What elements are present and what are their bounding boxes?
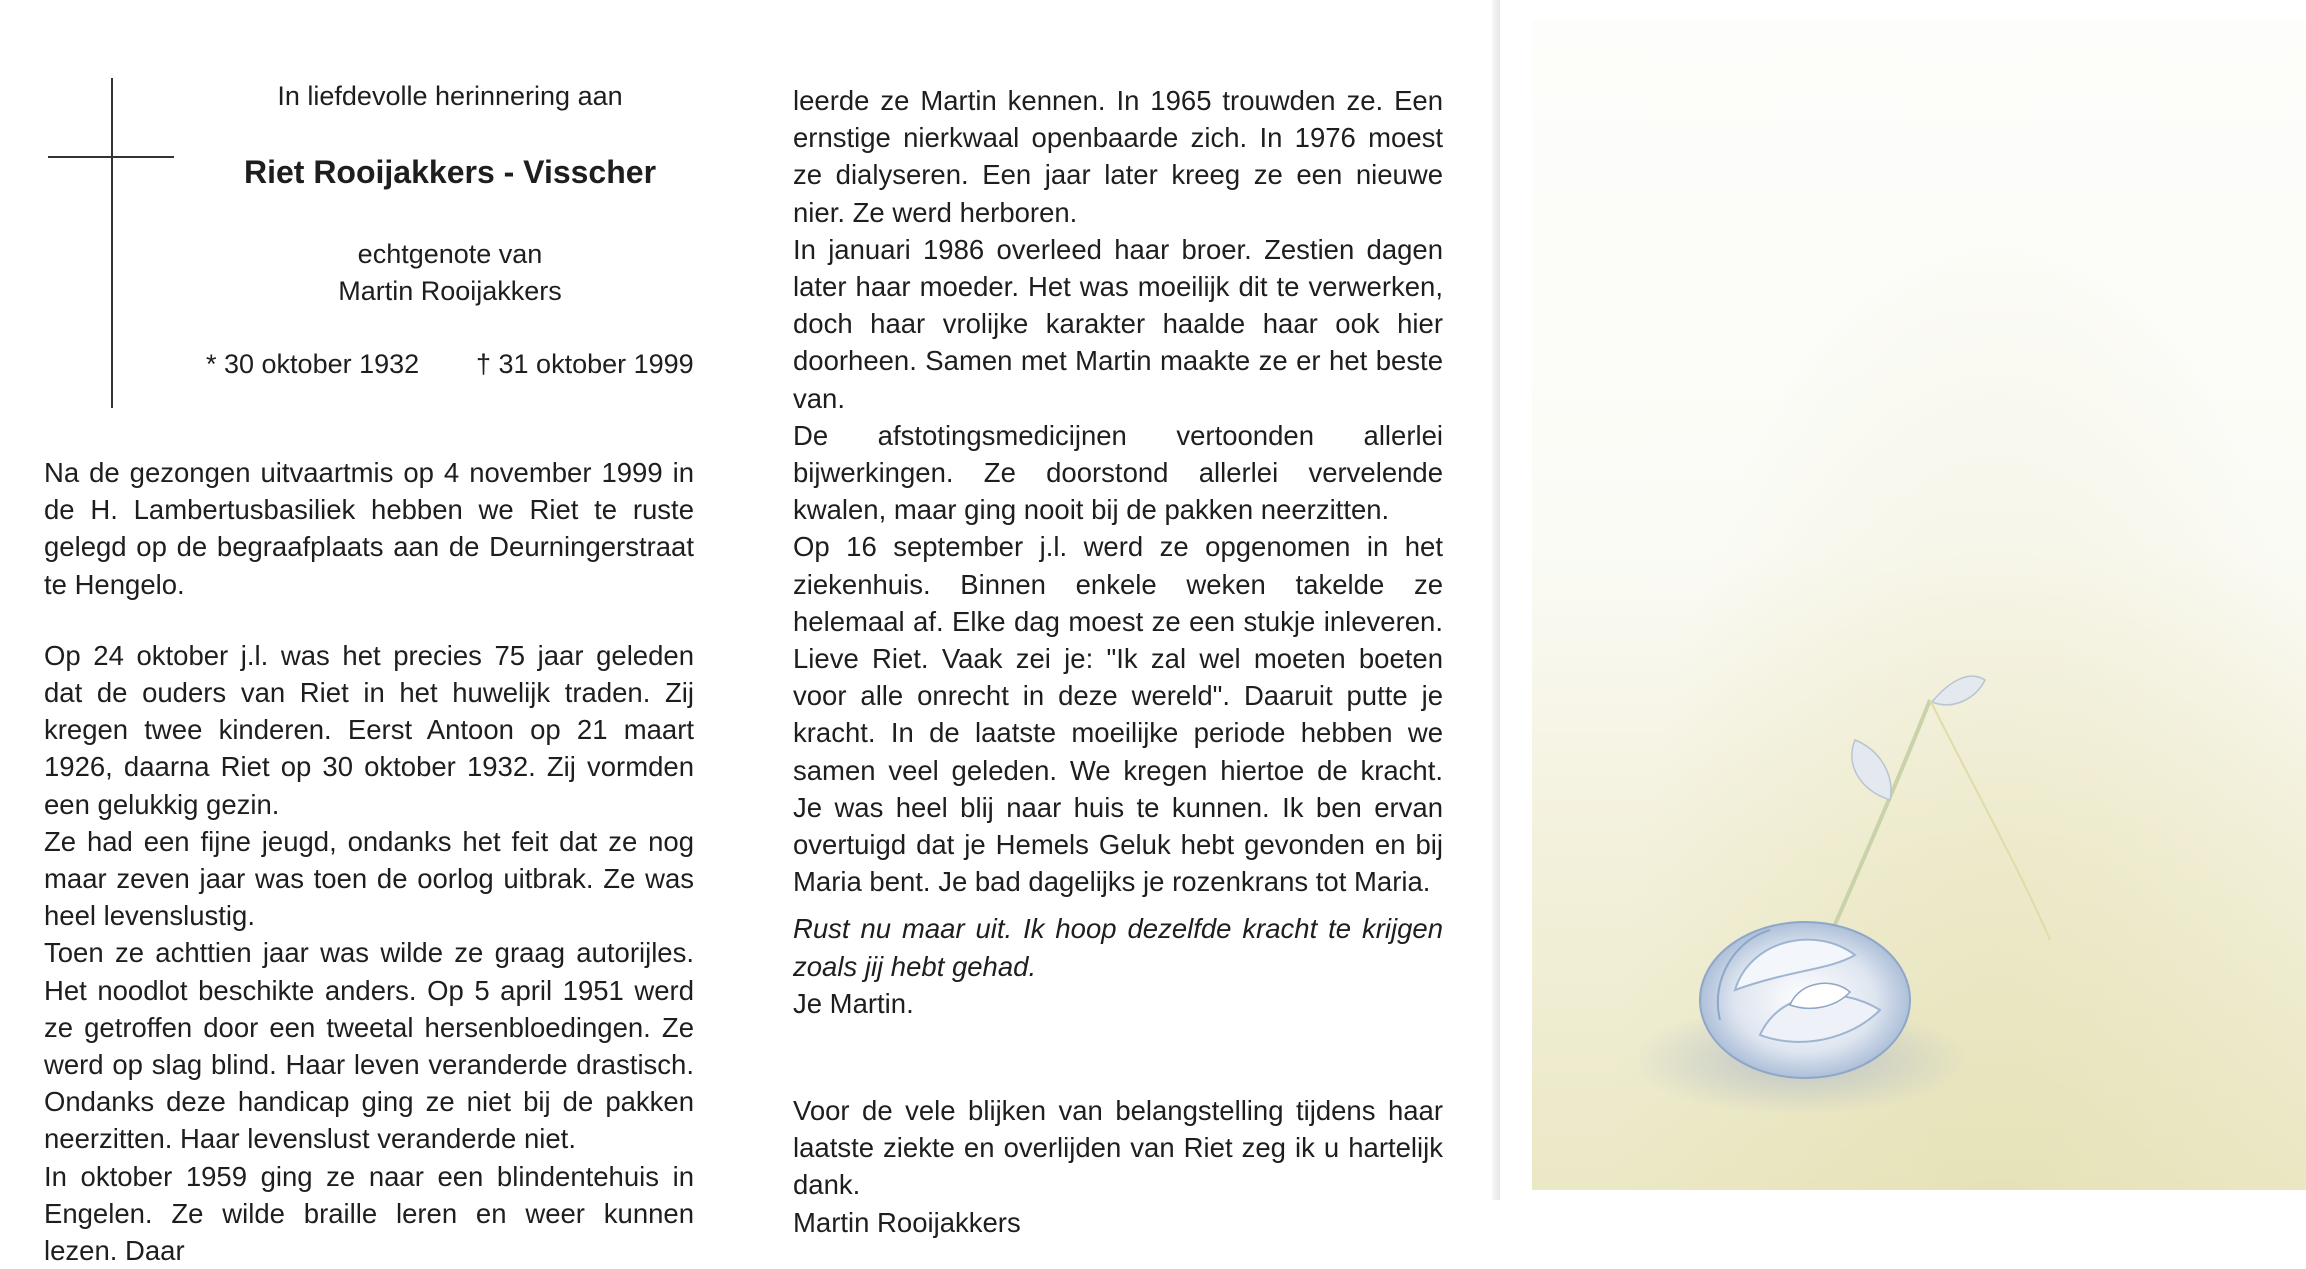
left-text-column [44,454,694,1269]
paragraph-parents: Op 24 oktober j.l. was het precies 75 jaar geleden dat de ouders van Riet in het huwelijk traden. Zij kregen twee kinderen. Eerst Antoon op 21 maart 1926, daarna Riet op 30 oktober 1932. Zij vormden een gelukkig gezin. [44,639,694,820]
rose-illustration [1640,640,2060,1120]
middle-text-column [793,82,1443,1241]
thanks-text: Voor de vele blijken van belangstelling tijdens haar laatste ziekte en overlijden van Riet zeg ik u hartelijk dank. [793,1095,1443,1201]
rose-bloom [1700,922,1910,1078]
spouse-name: Martin Rooijakkers [338,276,562,306]
intro-line: In liefdevolle herinnering aan [277,81,623,111]
deceased-name: Riet Rooijakkers - Visscher [243,154,657,190]
paragraph-marriage: leerde ze Martin kennen. In 1965 trouwden ze. Een ernstige nierkwaal openbaarde zich. In 1976 moest ze dialyseren. Een jaar later kreeg ze een nieuwe nier. Ze werd herboren. [793,85,1443,228]
spouse-label: echtgenote van [357,239,543,269]
cross-horizontal-bar [48,156,174,158]
paragraph-loss: In januari 1986 overleed haar broer. Zestien dagen later haar moeder. Het was moeilijk dit te verwerken, doch haar vrolijke karakter haalde haar ook hier doorheen. Samen met Martin maakte ze er het beste van. [793,233,1443,414]
paragraph-medication: De afstotingsmedicijnen vertoonden allerlei bijwerkingen. Ze doorstond allerlei vervelende kwalen, maar ging nooit bij de pakken neerzitten. [793,419,1443,526]
death-date: † 31 oktober 1999 [476,349,694,379]
paragraph-hospital: Op 16 september j.l. werd ze opgenomen in het ziekenhuis. Binnen enkele weken takelde ze helemaal af. Elke dag moest ze een stukje inleveren. Lieve Riet. Vaak zei je: "Ik zal wel moeten boeten voor alle onrecht in deze wereld". Daaruit putte je kracht. In de laatste moeilijke periode hebben we samen veel geleden. We kregen hiertoe de kracht. Je was heel blij naar huis te kunnen. Ik ben ervan overtuigd dat je Hemels Geluk hebt gevonden en bij Maria bent. Je bad dagelijks je rozenkrans tot Maria. [793,531,1443,898]
paragraph-youth: Ze had een fijne jeugd, ondanks het feit dat ze nog maar zeven jaar was toen de oorlog uitbrak. Ze was heel levenslustig. [44,825,694,932]
paragraph-burial: Na de gezongen uitvaartmis op 4 november 1999 in de H. Lambertusbasiliek hebben we Riet te ruste gelegd op de begraafplaats aan de Deurningerstraat te Hengelo. [44,457,694,600]
rose-leaf-right [1932,676,1985,705]
paragraph-blindness: Toen ze achttien jaar was wilde ze graag autorijles. Het noodlot beschikte anders. Op 5 april 1951 werd ze getroffen door een tweetal hersenbloedingen. Ze werd op slag blind. Haar leven veranderde drastisch. Ondanks deze handicap ging ze niet bij de pakken neerzitten. Haar levenslust veranderde niet. [44,937,694,1155]
paragraph-blind-home: In oktober 1959 ging ze naar een blindentehuis in Engelen. Ze wilde braille leren en weer kunnen lezen. Daar [44,1160,694,1267]
thanks-signature: Martin Rooijakkers [793,1206,1021,1238]
closing-quote: Rust nu maar uit. Ik hoop dezelfde kracht te krijgen zoals jij hebt gehad. [793,913,1443,982]
birth-date: * 30 oktober 1932 [206,349,420,379]
quote-signature: Je Martin. [793,987,914,1019]
card-fold-edge [1492,0,1500,1200]
rose-leaf-left [1852,740,1891,800]
rose-thin-stalk [1930,700,2050,940]
cross-vertical-bar [111,78,113,408]
